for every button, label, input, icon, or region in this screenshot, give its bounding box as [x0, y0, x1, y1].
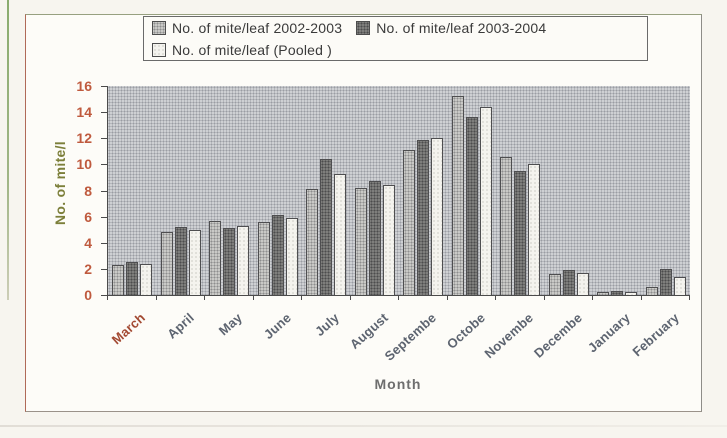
bar-february-series2 [660, 269, 672, 295]
bar-group-november [500, 157, 540, 295]
legend-row-1 [152, 18, 647, 38]
legend-label-2003-2004: No. of mite/leaf 2003-2004 [376, 19, 547, 36]
bar-group-october [452, 96, 492, 295]
bar-november-series1 [500, 157, 512, 295]
legend-swatch-2002-2003 [152, 21, 166, 35]
y-axis-tick [101, 86, 107, 87]
x-axis-tick [689, 296, 690, 300]
x-axis-title: Month [374, 376, 422, 392]
y-tick-label: 14 [76, 104, 92, 121]
bar-group-june [258, 215, 298, 295]
x-axis-tick [641, 296, 642, 300]
chart-frame [25, 14, 702, 412]
x-tick-label-november: Novembe [481, 309, 537, 362]
bar-may-series1 [209, 221, 221, 295]
y-axis-title: No. of mite/l [52, 141, 68, 226]
bar-march-series3 [140, 264, 152, 295]
x-tick-label-october: Octobe [443, 309, 488, 352]
x-axis-tick [592, 296, 593, 300]
legend-label-pooled: No. of mite/leaf (Pooled ) [172, 41, 333, 58]
x-tick-label-august: August [346, 309, 391, 352]
bar-july-series2 [320, 159, 332, 295]
y-axis-tick [101, 164, 107, 165]
y-axis-tick [101, 191, 107, 192]
bar-june-series3 [286, 218, 298, 295]
x-tick-label-may: May [215, 309, 246, 339]
bar-september-series2 [417, 140, 429, 295]
legend-item-2002-2003 [152, 20, 342, 36]
bar-january-series3 [625, 292, 637, 295]
bar-december-series1 [549, 274, 561, 295]
bar-august-series3 [383, 185, 395, 295]
legend-swatch-2003-2004 [356, 21, 370, 35]
bar-group-september [403, 138, 443, 295]
y-axis-tick [101, 138, 107, 139]
x-tick-label-april: April [163, 309, 197, 342]
x-axis-tick [253, 296, 254, 300]
y-tick-label: 10 [76, 156, 92, 173]
x-axis-tick [156, 296, 157, 300]
x-tick-label-june: June [260, 309, 294, 342]
bar-december-series2 [563, 270, 575, 295]
legend-item-pooled [152, 42, 332, 58]
bar-september-series1 [403, 150, 415, 295]
bar-april-series3 [189, 230, 201, 295]
y-axis-tick [101, 243, 107, 244]
y-axis-tick [101, 217, 107, 218]
bar-august-series2 [369, 181, 381, 295]
legend-swatch-pooled [152, 43, 166, 57]
chart-legend [143, 16, 648, 61]
y-tick-label: 8 [84, 182, 92, 199]
bar-group-january [597, 291, 637, 295]
bar-group-december [549, 270, 589, 295]
bar-january-series1 [597, 292, 609, 295]
x-axis-tick [447, 296, 448, 300]
x-tick-label-march: March [109, 309, 149, 348]
bar-august-series1 [355, 188, 367, 295]
bar-october-series2 [466, 117, 478, 295]
x-tick-label-december: Decembe [530, 309, 585, 361]
bar-september-series3 [431, 138, 443, 295]
bar-july-series3 [334, 174, 346, 295]
bar-may-series3 [237, 226, 249, 295]
x-axis-tick [350, 296, 351, 300]
bar-may-series2 [223, 228, 235, 295]
bar-group-july [306, 159, 346, 295]
y-tick-label: 12 [76, 130, 92, 147]
bar-october-series1 [452, 96, 464, 295]
bar-april-series2 [175, 227, 187, 295]
x-tick-label-january: January [585, 309, 634, 356]
y-tick-label: 16 [76, 78, 92, 94]
x-axis-tick [544, 296, 545, 300]
y-tick-label: 0 [84, 287, 92, 303]
bar-november-series2 [514, 171, 526, 295]
bar-november-series3 [528, 164, 540, 295]
bar-group-may [209, 221, 249, 295]
bar-february-series3 [674, 277, 686, 295]
bar-january-series2 [611, 291, 623, 295]
x-tick-label-september: Septembe [381, 309, 440, 364]
x-tick-label-february: February [629, 309, 682, 360]
bar-april-series1 [161, 232, 173, 295]
y-tick-label: 6 [84, 208, 92, 225]
bar-june-series1 [258, 222, 270, 295]
bar-june-series2 [272, 215, 284, 295]
bar-march-series1 [112, 265, 124, 295]
legend-item-2003-2004 [356, 20, 546, 36]
bar-group-april [161, 227, 201, 295]
bar-february-series1 [646, 287, 658, 295]
x-axis-tick [495, 296, 496, 300]
bar-group-march [112, 262, 152, 295]
x-axis-tick [301, 296, 302, 300]
legend-label-2002-2003: No. of mite/leaf 2002-2003 [172, 19, 343, 36]
y-axis-tick [101, 112, 107, 113]
bar-group-august [355, 181, 395, 295]
bar-october-series3 [480, 107, 492, 295]
bar-july-series1 [306, 189, 318, 295]
y-tick-label: 4 [84, 234, 92, 251]
x-axis-tick [107, 296, 108, 300]
x-axis-tick [204, 296, 205, 300]
x-tick-label-july: July [312, 309, 343, 340]
scanned-page-edge-line [7, 0, 9, 300]
legend-row-2 [152, 40, 647, 60]
y-axis-tick [101, 269, 107, 270]
bar-december-series3 [577, 273, 589, 295]
bar-group-february [646, 269, 686, 295]
bar-march-series2 [126, 262, 138, 295]
x-axis-tick [398, 296, 399, 300]
y-tick-label: 2 [84, 260, 92, 277]
scanned-page-fold-shadow [0, 425, 727, 427]
plot-area [107, 86, 690, 296]
